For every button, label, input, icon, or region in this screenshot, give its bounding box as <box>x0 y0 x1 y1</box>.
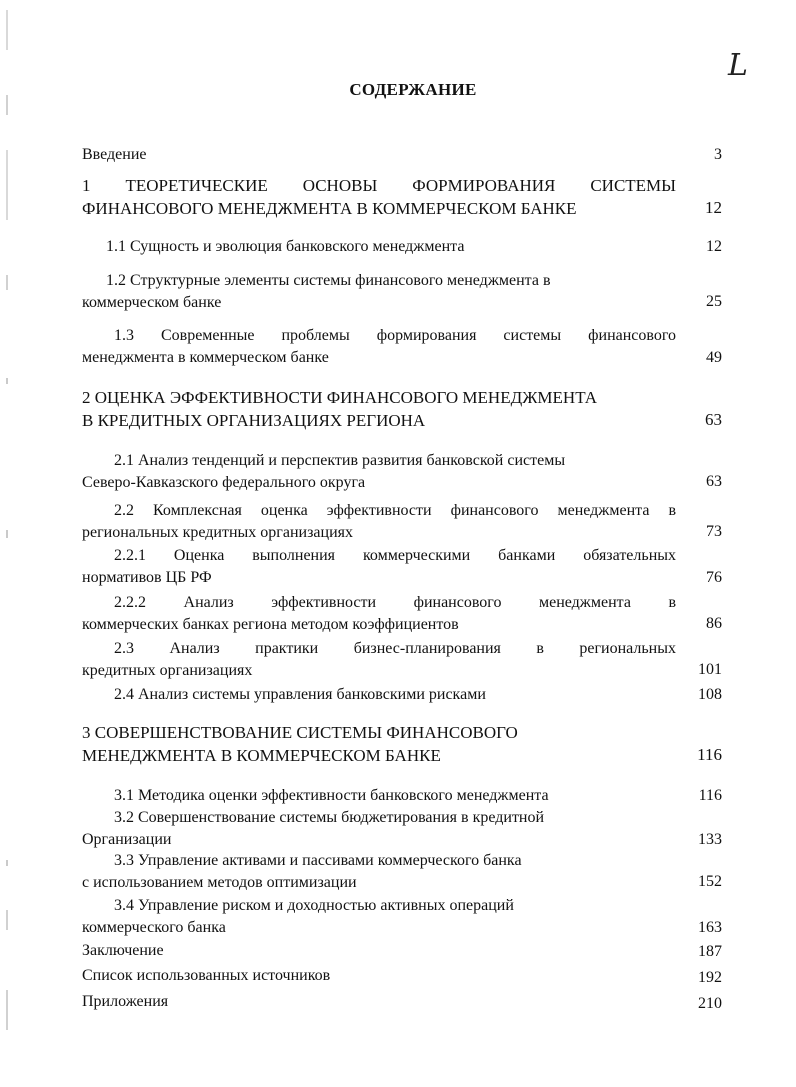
toc-entry-text: В КРЕДИТНЫХ ОРГАНИЗАЦИЯХ РЕГИОНА <box>82 411 426 430</box>
toc-entry-text: Северо-Кавказского федерального округа <box>82 474 366 491</box>
toc-entry-chapter-2 <box>82 386 676 432</box>
toc-entry-text: нормативов ЦБ РФ <box>82 569 212 586</box>
toc-entry-text: менеджмента в коммерческом банке <box>82 349 329 366</box>
toc-entry-text: 2.4 Анализ системы управления банковскими рисками <box>114 686 486 703</box>
toc-entry-introduction <box>82 144 676 166</box>
toc-page-number: 210 <box>698 995 722 1012</box>
toc-entry-text: коммерческом банке <box>82 294 222 311</box>
handwritten-mark: L <box>728 48 748 83</box>
toc-entry-text: Список использованных источников <box>82 967 331 984</box>
toc-entry-text: Приложения <box>82 993 169 1010</box>
toc-page-number: 133 <box>698 831 722 848</box>
toc-page-number: 63 <box>706 473 722 490</box>
toc-page-number: 25 <box>706 293 722 310</box>
toc-entry-text: 2.2.1 Оценка выполнения коммерческими банками обязательных <box>114 547 676 564</box>
toc-entry-3-1 <box>82 785 676 807</box>
page-title: СОДЕРЖАНИЕ <box>349 80 477 99</box>
toc-page-number: 73 <box>706 523 722 540</box>
toc-page-number: 12 <box>705 198 722 217</box>
toc-page-number: 187 <box>698 943 722 960</box>
toc-entry-2-2-2 <box>82 592 676 636</box>
toc-page-number: 76 <box>706 569 722 586</box>
toc-entry-appendices <box>82 991 676 1013</box>
toc-page-number: 3 <box>714 146 722 163</box>
toc-entry-text: Заключение <box>82 942 164 959</box>
toc-entry-1-1 <box>82 236 676 258</box>
toc-page-number: 152 <box>698 873 722 890</box>
toc-entry-text: МЕНЕДЖМЕНТА В КОММЕРЧЕСКОМ БАНКЕ <box>82 746 441 765</box>
toc-page-number: 12 <box>706 238 722 255</box>
toc-page-number: 163 <box>698 919 722 936</box>
toc-page-number: 101 <box>698 661 722 678</box>
toc-entry-2-1 <box>82 450 676 494</box>
toc-entry-1-3 <box>82 325 676 369</box>
toc-entry-text: 1.3 Современные проблемы формирования системы финансового <box>114 327 676 344</box>
toc-page-number: 49 <box>706 349 722 366</box>
toc-entry-3-3 <box>82 850 676 894</box>
toc-entry-text: 3.3 Управление активами и пассивами коммерческого банка <box>114 852 522 869</box>
toc-entry-text: 3.1 Методика оценки эффективности банковского менеджмента <box>114 787 549 804</box>
toc-page-number: 86 <box>706 615 722 632</box>
toc-entry-chapter-1 <box>82 174 676 220</box>
toc-entry-text: 1.1 Сущность и эволюция банковского менеджмента <box>106 238 465 255</box>
toc-entry-text: ФИНАНСОВОГО МЕНЕДЖМЕНТА В КОММЕРЧЕСКОМ БАНКЕ <box>82 199 577 218</box>
toc-entry-2-4 <box>82 684 676 706</box>
toc-entry-text: с использованием методов оптимизации <box>82 874 357 891</box>
toc-entry-text: 1 ТЕОРЕТИЧЕСКИЕ ОСНОВЫ ФОРМИРОВАНИЯ СИСТЕМЫ <box>82 176 676 195</box>
toc-page-number: 108 <box>698 686 722 703</box>
toc-entry-3-2 <box>82 807 676 851</box>
toc-page-number: 116 <box>698 787 722 804</box>
toc-entry-text: 3 СОВЕРШЕНСТВОВАНИЕ СИСТЕМЫ ФИНАНСОВОГО <box>82 723 518 742</box>
toc-entry-text: Введение <box>82 146 147 163</box>
toc-entry-text: 3.2 Совершенствование системы бюджетирования в кредитной <box>114 809 545 826</box>
toc-entry-text: 1.2 Структурные элементы системы финансового менеджмента в <box>106 272 551 289</box>
toc-page-number: 63 <box>705 410 722 429</box>
toc-page-number: 116 <box>697 745 722 764</box>
toc-entry-references <box>82 965 676 987</box>
toc-entry-text: 2 ОЦЕНКА ЭФФЕКТИВНОСТИ ФИНАНСОВОГО МЕНЕДЖМЕНТА <box>82 388 598 407</box>
toc-entry-text: коммерческого банка <box>82 919 226 936</box>
toc-entry-text: 2.1 Анализ тенденций и перспектив развития банковской системы <box>114 452 566 469</box>
toc-entry-text: Организации <box>82 831 172 848</box>
toc-entry-conclusion <box>82 940 676 962</box>
toc-entry-chapter-3 <box>82 721 676 767</box>
toc-page-number: 192 <box>698 969 722 986</box>
toc-entry-2-2-1 <box>82 545 676 589</box>
toc-entry-text: 3.4 Управление риском и доходностью активных операций <box>114 897 514 914</box>
toc-entry-text: кредитных организациях <box>82 662 253 679</box>
toc-entry-text: 2.2.2 Анализ эффективности финансового менеджмента в <box>114 594 676 611</box>
toc-entry-2-3 <box>82 638 676 682</box>
toc-entry-text: 2.2 Комплексная оценка эффективности финансового менеджмента в <box>114 502 676 519</box>
toc-entry-1-2 <box>82 270 676 314</box>
toc-entry-text: коммерческих банках региона методом коэффициентов <box>82 616 459 633</box>
toc-entry-3-4 <box>82 895 676 939</box>
toc-entry-text: региональных кредитных организациях <box>82 524 353 541</box>
toc-entry-text: 2.3 Анализ практики бизнес-планирования в региональных <box>114 640 676 657</box>
toc-entry-2-2 <box>82 500 676 544</box>
